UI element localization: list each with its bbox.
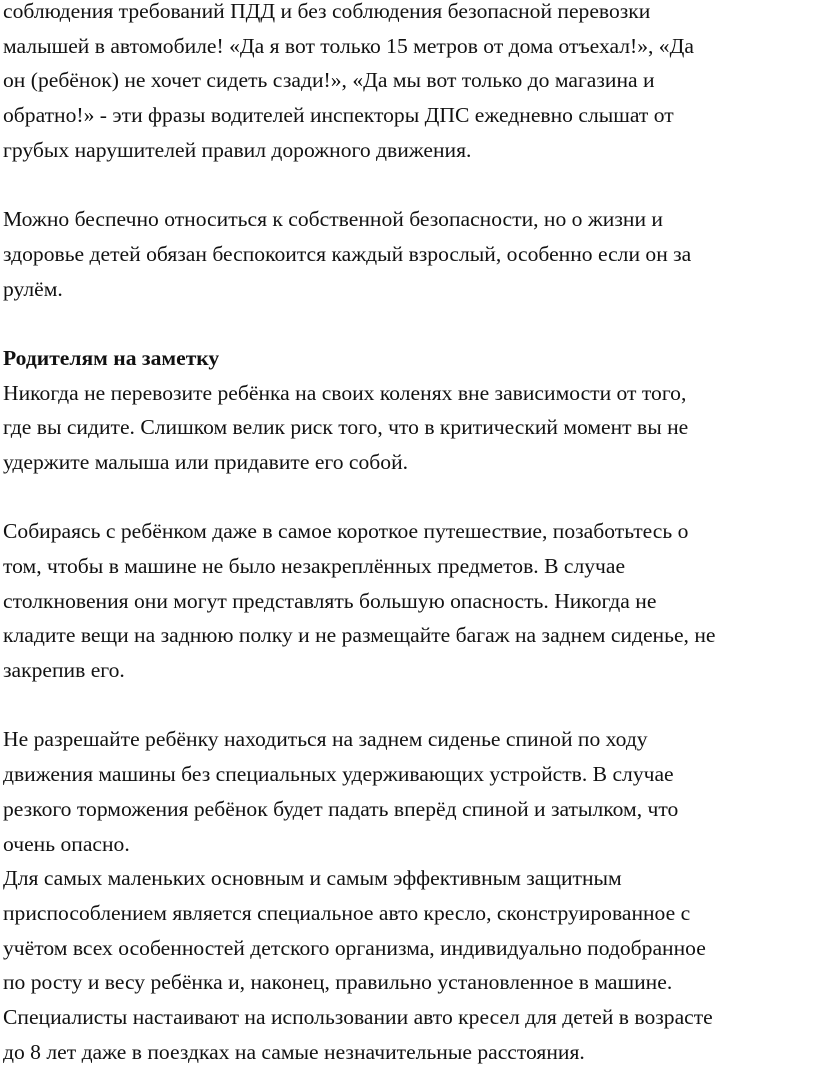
text-line: движения машины без специальных удерживающих устройств. В случае: [3, 762, 674, 787]
text-line: Не разрешайте ребёнку находиться на заднем сиденье спиной по ходу: [3, 727, 648, 752]
text-line: столкновения они могут представлять большую опасность. Никогда не: [3, 588, 657, 613]
text-line: резкого торможения ребёнок будет падать вперёд спиной и затылком, что: [3, 796, 679, 821]
paragraph-loose-items: [3, 514, 816, 687]
text-line: грубых нарушителей правил дорожного движения.: [3, 137, 472, 162]
text-line: обратно!» - эти фразы водителей инспекторы ДПС ежедневно слышат от: [3, 103, 674, 128]
text-line: Можно беспечно относиться к собственной безопасности, но о жизни и: [3, 207, 663, 232]
text-line: по росту и весу ребёнка и, наконец, правильно установленное в машине.: [3, 970, 673, 995]
text-line: малышей в автомобиле! «Да я вот только 15 метров от дома отъехал!», «Да: [3, 33, 694, 58]
text-line: до 8 лет даже в поездках на самые незначительные расстояния.: [3, 1039, 585, 1064]
text-line: где вы сидите. Слишком велик риск того, что в критический момент вы не: [3, 415, 689, 440]
text-line: Для самых маленьких основным и самым эффективным защитным: [3, 866, 622, 891]
text-line: приспособлением является специальное авто кресло, сконструированное с: [3, 900, 691, 925]
text-line: очень опасно.: [3, 831, 130, 856]
paragraph-spacer: [3, 480, 816, 515]
paragraph-intro: [3, 0, 816, 167]
text-line: соблюдения требований ПДД и без соблюдения безопасной перевозки: [3, 0, 651, 23]
text-line: закрепив его.: [3, 658, 125, 683]
text-line: том, чтобы в машине не было незакреплённых предметов. В случае: [3, 554, 626, 578]
text-line: он (ребёнок) не хочет сидеть сзади!», «Да мы вот только до магазина и: [3, 68, 655, 93]
text-line: рулём.: [3, 276, 63, 301]
paragraph-spacer: [3, 688, 816, 723]
text-line: здоровье детей обязан беспокоится каждый взрослый, особенно если он за: [3, 241, 692, 266]
paragraph-car-seat: [3, 722, 816, 1069]
paragraph-spacer: [3, 167, 816, 202]
paragraph-parents-note: [3, 341, 816, 480]
paragraph-safety: [3, 202, 816, 306]
text-line: учётом всех особенностей детского организма, индивидуально подобранное: [3, 935, 706, 960]
paragraph-spacer: [3, 306, 816, 341]
section-heading: Родителям на заметку: [3, 345, 220, 370]
text-line: Никогда не перевозите ребёнка на своих коленях вне зависимости от того,: [3, 380, 687, 405]
text-line: Специалисты настаивают на использовании авто кресел для детей в возрасте: [3, 1004, 713, 1029]
text-line: кладите вещи на заднюю полку и не размещайте багаж на заднем сиденье, не: [3, 623, 716, 648]
text-line: Собираясь с ребёнком даже в самое короткое путешествие, позаботьтесь о: [3, 519, 689, 544]
text-line: удержите малыша или придавите его собой.: [3, 449, 409, 474]
